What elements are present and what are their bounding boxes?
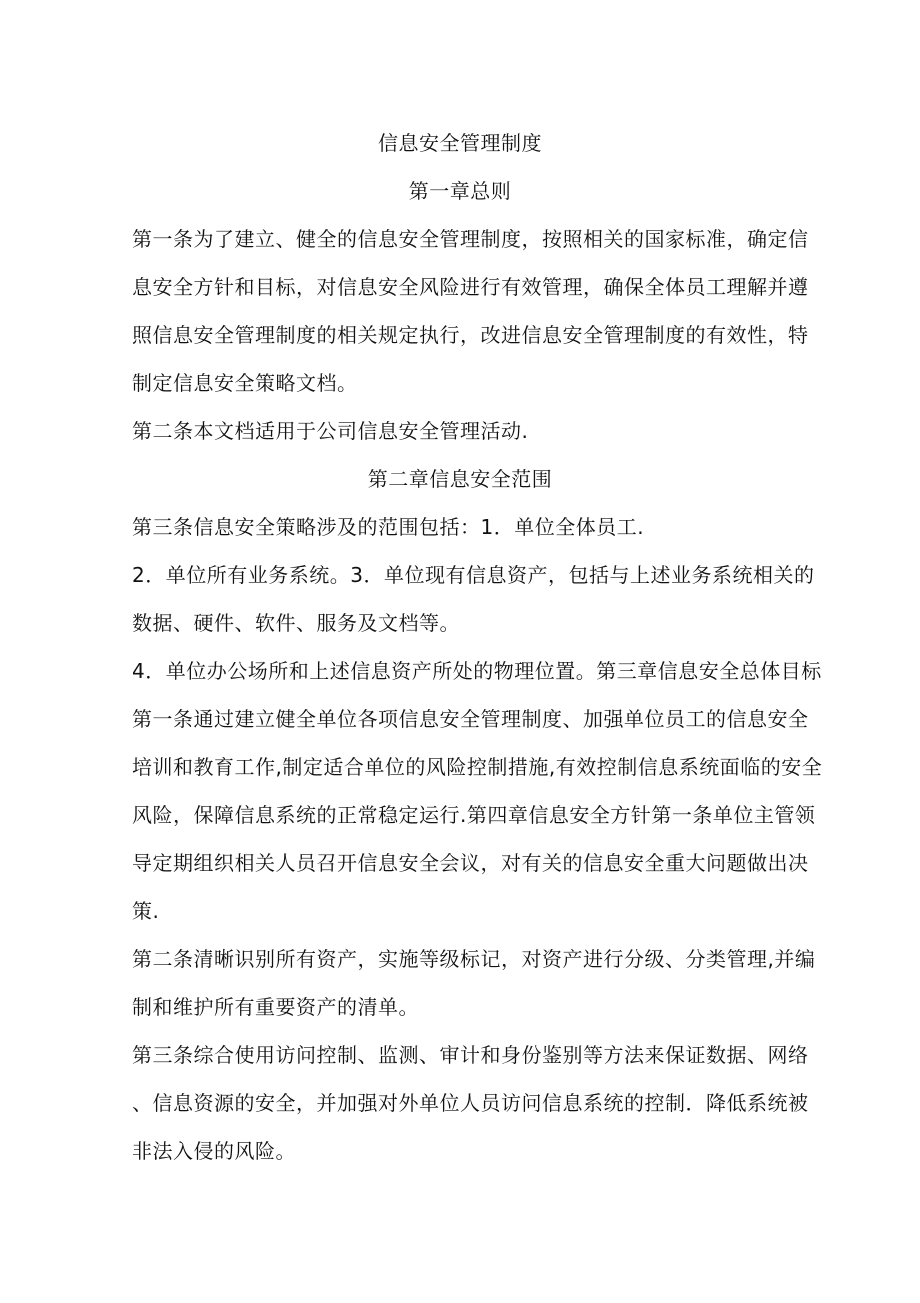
paragraph-line: 数据、硬件、软件、服务及文档等。 — [132, 611, 460, 635]
paragraph-line: 培训和教育工作,制定适合单位的风险控制措施,有效控制信息系统面临的安全 — [132, 755, 823, 779]
paragraph-line: 导定期组织相关人员召开信息安全会议，对有关的信息安全重大问题做出决 — [132, 851, 809, 875]
paragraph-line: 照信息安全管理制度的相关规定执行，改进信息安全管理制度的有效性，特 — [132, 323, 809, 347]
paragraph-line: 息安全方针和目标，对信息安全风险进行有效管理，确保全体员工理解并遵 — [132, 275, 809, 299]
paragraph-line: 第二条清晰识别所有资产，实施等级标记，对资产进行分级、分类管理,并编 — [132, 947, 816, 971]
document-title: 信息安全管理制度 — [378, 131, 542, 155]
chapter-heading: 第一章总则 — [408, 179, 512, 203]
paragraph-line: 第二条本文档适用于公司信息安全管理活动. — [132, 419, 529, 443]
paragraph-line: 策. — [132, 899, 160, 923]
paragraph-line: 第三条信息安全策略涉及的范围包括：1．单位全体员工. — [132, 515, 645, 539]
paragraph-line: 第一条为了建立、健全的信息安全管理制度，按照相关的国家标准，确定信 — [132, 227, 809, 251]
chapter-heading: 第二章信息安全范围 — [367, 467, 553, 491]
paragraph-line: 4．单位办公场所和上述信息资产所处的物理位置。第三章信息安全总体目标 — [132, 659, 822, 683]
paragraph-line: 、信息资源的安全，并加强对外单位人员访问信息系统的控制．降低系统被 — [132, 1091, 809, 1115]
paragraph-line: 风险，保障信息系统的正常稳定运行.第四章信息安全方针第一条单位主管领 — [132, 803, 816, 827]
document-page — [132, 119, 823, 1175]
paragraph-line: 制和维护所有重要资产的清单。 — [132, 995, 419, 1019]
paragraph-line: 第三条综合使用访问控制、监测、审计和身份鉴别等方法来保证数据、网络 — [132, 1043, 809, 1067]
paragraph-line: 2．单位所有业务系统。3．单位现有信息资产，包括与上述业务系统相关的 — [132, 563, 815, 587]
paragraph-line: 非法入侵的风险。 — [132, 1139, 296, 1163]
paragraph-line: 第一条通过建立健全单位各项信息安全管理制度、加强单位员工的信息安全 — [132, 707, 809, 731]
paragraph-line: 制定信息安全策略文档。 — [132, 371, 358, 395]
